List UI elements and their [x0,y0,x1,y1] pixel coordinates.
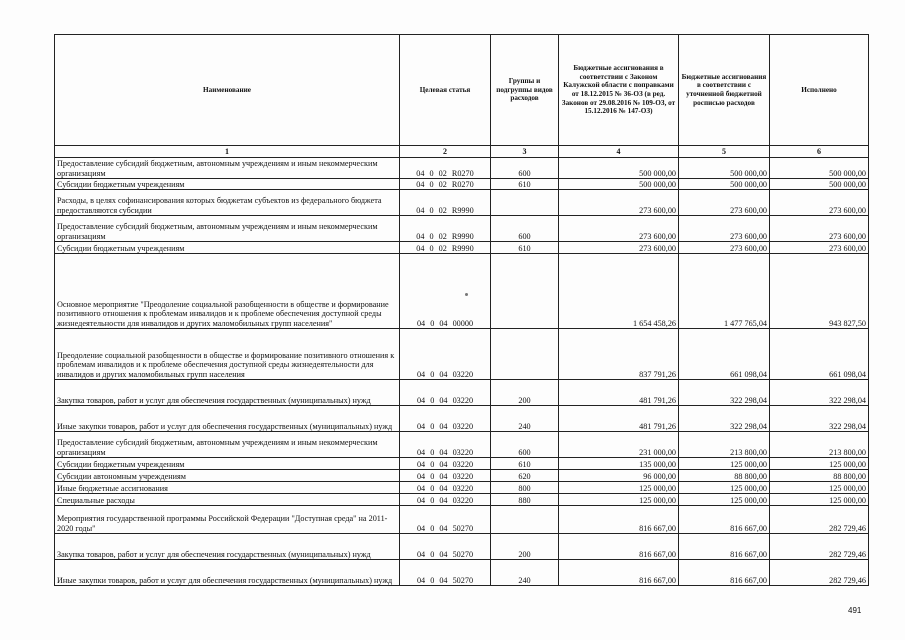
table-row [55,242,869,254]
row-target-code: 04 0 02 R9990 [400,242,491,254]
page-number: 491 [848,606,862,615]
row-target-code: 04 0 04 50270 [400,534,491,560]
row-group: 240 [491,406,559,432]
row-group: 600 [491,158,559,179]
row-law-amount: 273 600,00 [559,216,679,242]
row-group: 200 [491,534,559,560]
column-number-row [55,146,869,158]
row-name: Закупка товаров, работ и услуг для обеспечения государственных (муниципальных) нужд [55,534,400,560]
row-target-code: 04 0 04 00000 [400,254,491,329]
row-law-amount: 125 000,00 [559,494,679,506]
row-name: Основное мероприятие "Преодоление социальной разобщенности в обществе и формирование позитивного отношения к проблемам инвалидов и к проблеме обеспечения доступной среды жизнедеятельности для инвалидов и других маломобильных групп населения" [55,254,400,329]
table-row [55,179,869,190]
row-executed-amount: 125 000,00 [770,458,869,470]
row-target-code: 04 0 04 03220 [400,380,491,406]
row-target-code: 04 0 02 R9990 [400,216,491,242]
row-group: 200 [491,380,559,406]
row-name: Иные закупки товаров, работ и услуг для обеспечения государственных (муниципальных) нужд [55,560,400,586]
row-name: Субсидии бюджетным учреждениям [55,458,400,470]
column-number: 3 [491,146,559,158]
table-row [55,158,869,179]
header-name: Наименование [55,35,400,146]
row-executed-amount: 500 000,00 [770,179,869,190]
row-target-code: 04 0 02 R0270 [400,158,491,179]
header-target: Целевая статья [400,35,491,146]
row-group [491,506,559,534]
row-name: Предоставление субсидий бюджетным, автономным учреждениям и иным некоммерческим организациям [55,158,400,179]
row-target-code: 04 0 04 03220 [400,494,491,506]
table-row [55,329,869,380]
row-law-amount: 816 667,00 [559,506,679,534]
row-target-code: 04 0 02 R9990 [400,190,491,216]
row-law-amount: 500 000,00 [559,158,679,179]
row-revised-amount: 661 098,04 [679,329,770,380]
row-name: Расходы, в целях софинансирования которых бюджетам субъектов из федерального бюджета предоставляются субсидии [55,190,400,216]
row-name: Преодоление социальной разобщенности в обществе и формирование позитивного отношения к проблемам инвалидов и к проблеме обеспечения доступной среды жизнедеятельности для инвалидов и других маломобильных групп населения [55,329,400,380]
row-revised-amount: 88 800,00 [679,470,770,482]
scan-speck [465,293,468,296]
table-row [55,470,869,482]
column-number: 1 [55,146,400,158]
header-revised-allocations: Бюджетные ассигнования в соответствии с уточненной бюджетной росписью расходов [679,35,770,146]
table-row [55,432,869,458]
row-revised-amount: 273 600,00 [679,190,770,216]
header-executed: Исполнено [770,35,869,146]
row-law-amount: 273 600,00 [559,190,679,216]
row-revised-amount: 273 600,00 [679,216,770,242]
column-number: 6 [770,146,869,158]
row-executed-amount: 273 600,00 [770,216,869,242]
row-group: 600 [491,216,559,242]
table-row [55,458,869,470]
row-revised-amount: 125 000,00 [679,458,770,470]
row-law-amount: 96 000,00 [559,470,679,482]
table-row [55,534,869,560]
row-group: 880 [491,494,559,506]
row-name: Субсидии автономным учреждениям [55,470,400,482]
row-name: Мероприятия государственной программы Российской Федерации "Доступная среда" на 2011-2020 годы" [55,506,400,534]
row-revised-amount: 213 800,00 [679,432,770,458]
row-law-amount: 1 654 458,26 [559,254,679,329]
row-executed-amount: 282 729,46 [770,560,869,586]
row-group [491,254,559,329]
row-group: 620 [491,470,559,482]
table-row [55,406,869,432]
row-target-code: 04 0 04 03220 [400,406,491,432]
row-revised-amount: 322 298,04 [679,380,770,406]
row-revised-amount: 816 667,00 [679,534,770,560]
table-row [55,380,869,406]
row-revised-amount: 125 000,00 [679,494,770,506]
column-number: 2 [400,146,491,158]
row-law-amount: 273 600,00 [559,242,679,254]
row-target-code: 04 0 04 03220 [400,482,491,494]
row-law-amount: 481 791,26 [559,380,679,406]
row-target-code: 04 0 02 R0270 [400,179,491,190]
row-law-amount: 837 791,26 [559,329,679,380]
row-name: Предоставление субсидий бюджетным, автономным учреждениям и иным некоммерческим организациям [55,432,400,458]
row-revised-amount: 1 477 765,04 [679,254,770,329]
table-row [55,190,869,216]
row-executed-amount: 125 000,00 [770,482,869,494]
row-law-amount: 816 667,00 [559,534,679,560]
row-target-code: 04 0 04 50270 [400,506,491,534]
row-revised-amount: 816 667,00 [679,506,770,534]
row-target-code: 04 0 04 03220 [400,329,491,380]
row-revised-amount: 500 000,00 [679,158,770,179]
table-header-row [55,35,869,146]
row-group: 610 [491,179,559,190]
row-executed-amount: 88 800,00 [770,470,869,482]
column-number: 5 [679,146,770,158]
row-revised-amount: 322 298,04 [679,406,770,432]
row-executed-amount: 661 098,04 [770,329,869,380]
row-target-code: 04 0 04 03220 [400,470,491,482]
row-executed-amount: 282 729,46 [770,506,869,534]
row-executed-amount: 500 000,00 [770,158,869,179]
row-name: Иные закупки товаров, работ и услуг для обеспечения государственных (муниципальных) нужд [55,406,400,432]
column-number: 4 [559,146,679,158]
row-group: 610 [491,458,559,470]
row-group: 610 [491,242,559,254]
row-executed-amount: 322 298,04 [770,380,869,406]
row-executed-amount: 282 729,46 [770,534,869,560]
row-executed-amount: 943 827,50 [770,254,869,329]
row-law-amount: 500 000,00 [559,179,679,190]
header-group: Группы и подгруппы видов расходов [491,35,559,146]
row-group: 800 [491,482,559,494]
row-law-amount: 816 667,00 [559,560,679,586]
row-executed-amount: 273 600,00 [770,242,869,254]
row-name: Иные бюджетные ассигнования [55,482,400,494]
row-executed-amount: 213 800,00 [770,432,869,458]
row-revised-amount: 273 600,00 [679,242,770,254]
row-name: Специальные расходы [55,494,400,506]
row-target-code: 04 0 04 03220 [400,432,491,458]
row-revised-amount: 500 000,00 [679,179,770,190]
table-row [55,254,869,329]
row-law-amount: 125 000,00 [559,482,679,494]
row-name: Предоставление субсидий бюджетным, автономным учреждениям и иным некоммерческим организациям [55,216,400,242]
row-name: Субсидии бюджетным учреждениям [55,242,400,254]
row-name: Закупка товаров, работ и услуг для обеспечения государственных (муниципальных) нужд [55,380,400,406]
row-group [491,190,559,216]
table-row [55,216,869,242]
row-executed-amount: 125 000,00 [770,494,869,506]
table-row [55,482,869,494]
row-group [491,329,559,380]
row-law-amount: 231 000,00 [559,432,679,458]
table-row [55,494,869,506]
header-law-allocations: Бюджетные ассигнования в соответствии с Законом Калужской области с поправками от 18.12.2015 № 36-ОЗ (в ред. Законов от 29.08.2016 № 109-ОЗ, от 15.12.2016 № 147-ОЗ) [559,35,679,146]
row-executed-amount: 273 600,00 [770,190,869,216]
row-law-amount: 481 791,26 [559,406,679,432]
budget-table [54,34,869,586]
row-group: 240 [491,560,559,586]
row-law-amount: 135 000,00 [559,458,679,470]
row-target-code: 04 0 04 03220 [400,458,491,470]
row-revised-amount: 816 667,00 [679,560,770,586]
row-name: Субсидии бюджетным учреждениям [55,179,400,190]
row-target-code: 04 0 04 50270 [400,560,491,586]
row-executed-amount: 322 298,04 [770,406,869,432]
row-group: 600 [491,432,559,458]
table-row [55,506,869,534]
row-revised-amount: 125 000,00 [679,482,770,494]
table-row [55,560,869,586]
